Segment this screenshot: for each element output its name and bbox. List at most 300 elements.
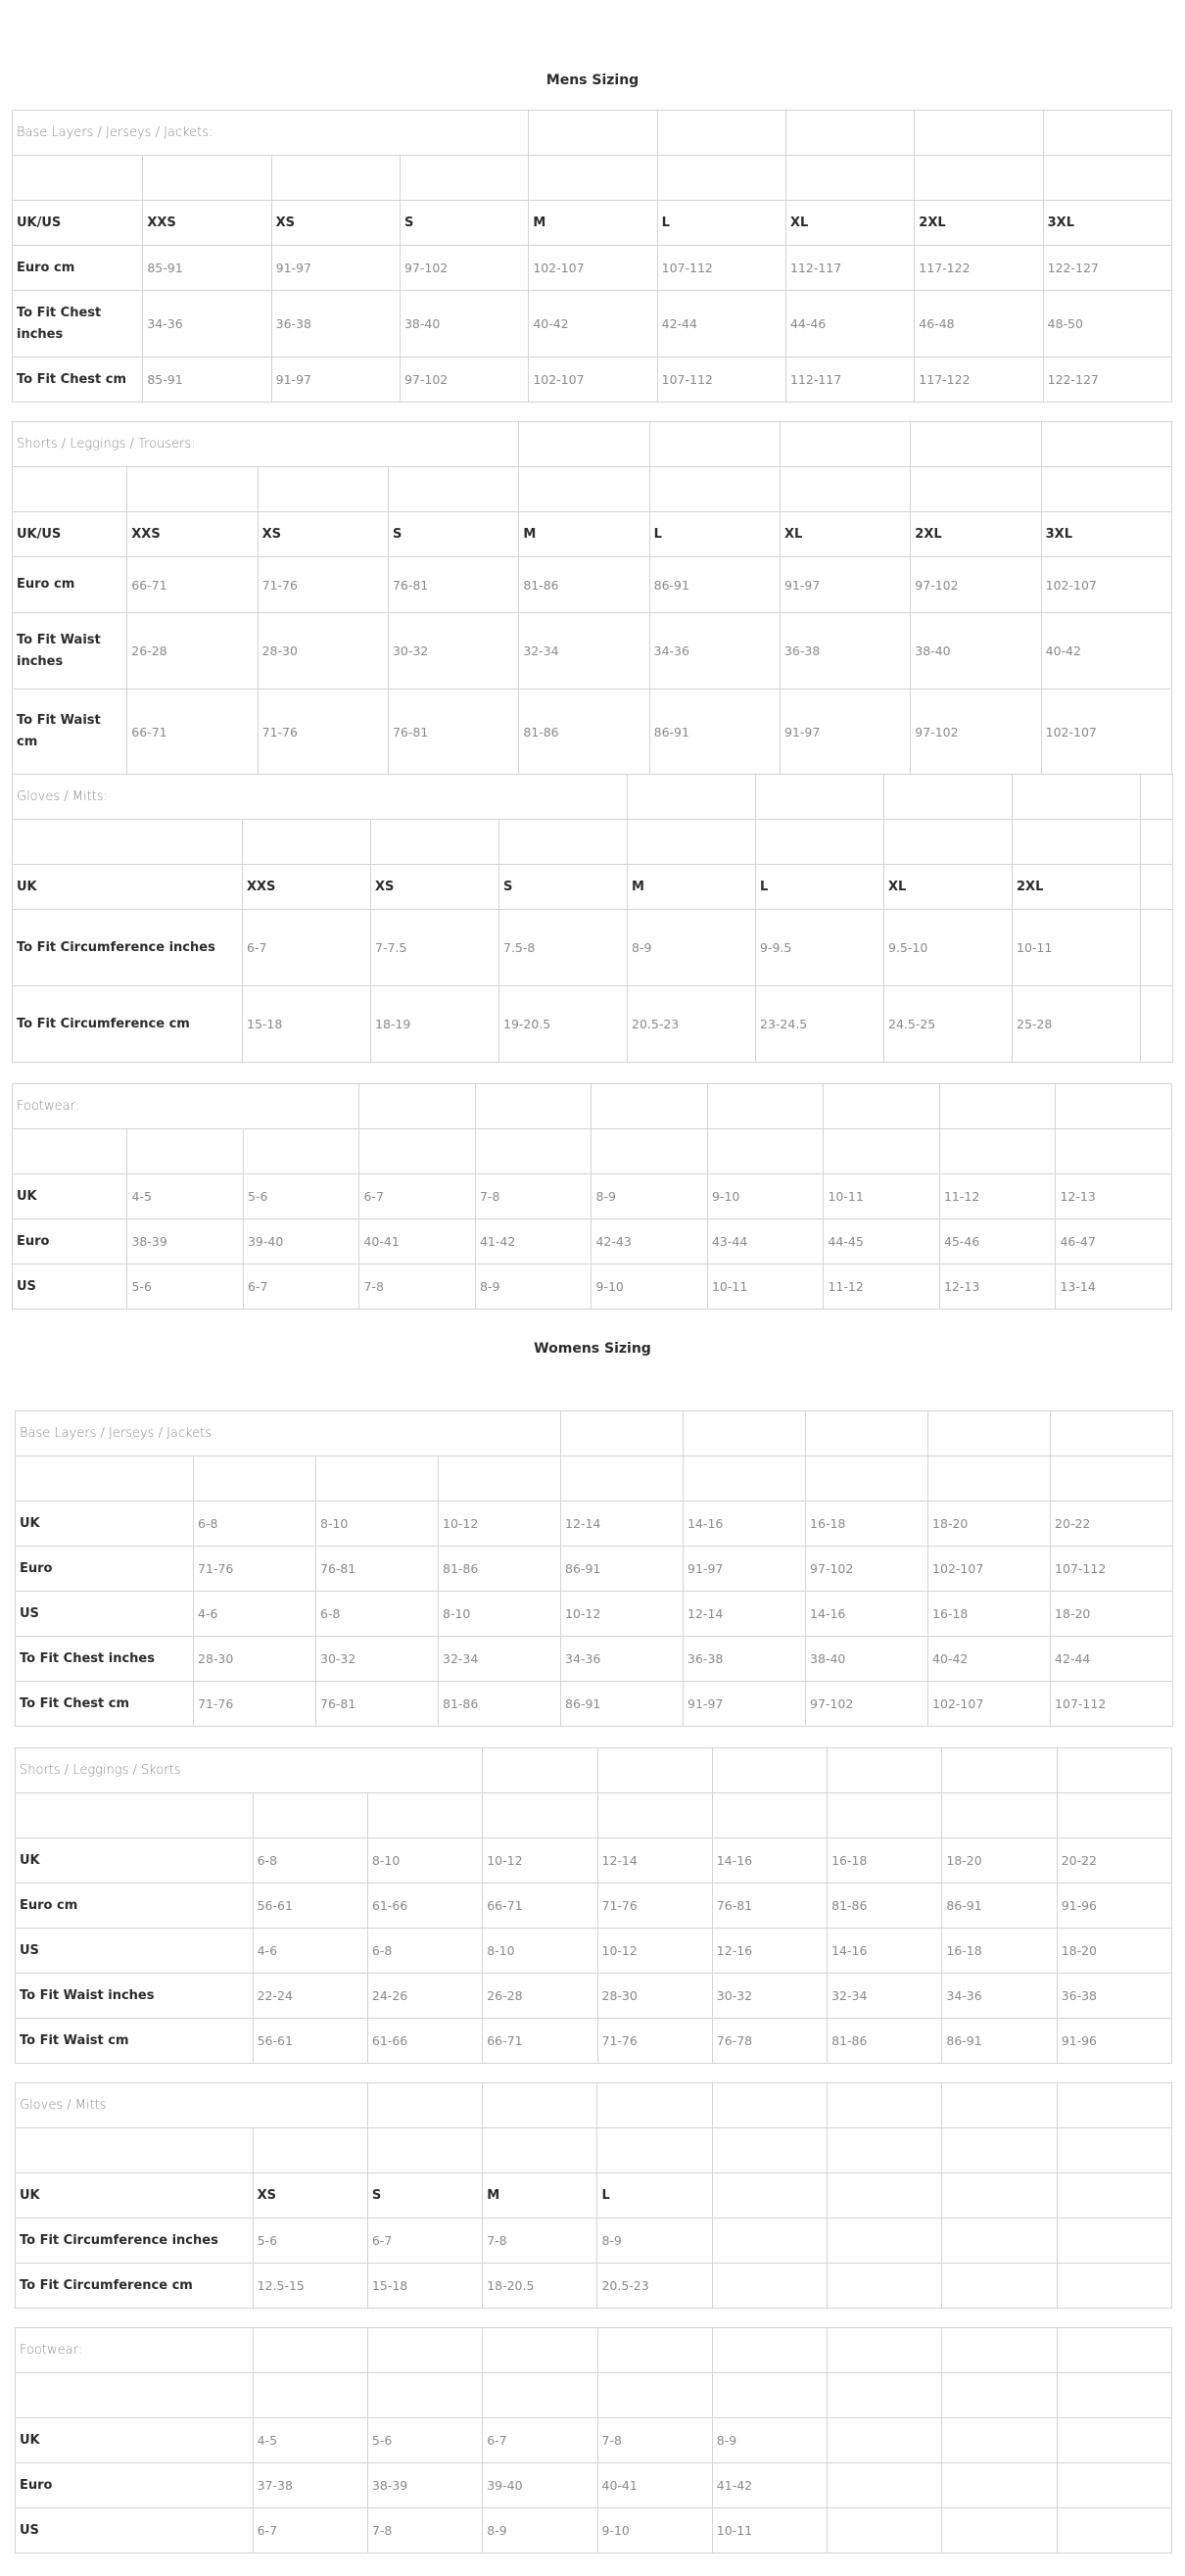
table-cell: 86-91	[942, 2019, 1057, 2064]
table-row	[16, 1682, 1173, 1727]
table-row	[16, 2418, 1172, 2463]
table-cell: 10-11	[1013, 910, 1141, 986]
table-cell: 6-7	[253, 2508, 367, 2553]
table-cell: 40-42	[928, 1637, 1051, 1682]
table-cell: 20.5-23	[628, 986, 756, 1063]
table-cell	[942, 2264, 1057, 2309]
table-cell: 38-40	[400, 291, 528, 358]
table-cell: 107-112	[1051, 1682, 1173, 1727]
table-cell: 26-28	[483, 1974, 597, 2019]
table-cell: 56-61	[253, 1884, 367, 1929]
table-cell: 66-71	[483, 1884, 597, 1929]
table-cell: 81-86	[439, 1682, 561, 1727]
table-cell: 6-7	[483, 2418, 597, 2463]
size-header	[712, 2173, 827, 2218]
table-cell: 7-8	[475, 1174, 592, 1219]
size-header: XL	[884, 865, 1013, 910]
table-cell: 6-8	[194, 1502, 316, 1547]
table-cell: 10-12	[483, 1838, 597, 1884]
table-cell: 37-38	[253, 2463, 367, 2508]
table-cell: 40-42	[1041, 613, 1171, 690]
size-header: XXS	[243, 865, 371, 910]
size-header: L	[649, 512, 780, 557]
table-cell: 9-10	[707, 1174, 824, 1219]
category-heading: Shorts / Leggings / Trousers:	[13, 422, 519, 467]
table-cell: 19-20.5	[499, 986, 628, 1063]
size-header: 2XL	[911, 512, 1041, 557]
table-cell: 86-91	[649, 690, 780, 775]
table-row	[13, 1174, 1172, 1219]
size-header: XL	[780, 512, 910, 557]
table-row	[13, 358, 1172, 403]
table-cell: 18-20.5	[483, 2264, 597, 2309]
size-header: XS	[371, 865, 499, 910]
table-cell: 102-107	[1041, 690, 1171, 775]
table-cell: 122-127	[1043, 358, 1171, 403]
table-cell: 39-40	[243, 1219, 359, 1264]
table-cell: 12-14	[597, 1838, 712, 1884]
mens-footwear-table	[12, 1083, 1172, 1310]
table-cell: 7-8	[359, 1264, 476, 1310]
table-cell: 102-107	[1041, 557, 1171, 613]
table-cell: 5-6	[253, 2218, 367, 2264]
row-label: To Fit Waist cm	[13, 690, 127, 775]
table-row	[16, 2508, 1172, 2553]
table-cell: 18-20	[1057, 1929, 1171, 1974]
table-cell: 20-22	[1057, 1838, 1171, 1884]
table-cell: 66-71	[127, 557, 258, 613]
row-label: To Fit Circumference inches	[16, 2218, 254, 2264]
category-heading: Base Layers / Jerseys / Jackets:	[13, 111, 529, 156]
womens-base-layers-table	[15, 1410, 1173, 1727]
table-cell: 7-7.5	[371, 910, 499, 986]
table-cell: 85-91	[143, 246, 271, 291]
table-cell	[1057, 2463, 1171, 2508]
table-cell: 61-66	[367, 2019, 482, 2064]
table-cell: 32-34	[828, 1974, 942, 2019]
row-label: UK	[13, 865, 243, 910]
table-cell: 24.5-25	[884, 986, 1013, 1063]
table-cell: 6-7	[243, 1264, 359, 1310]
table-cell: 8-9	[712, 2418, 827, 2463]
table-cell: 81-86	[519, 557, 649, 613]
row-label: Euro	[16, 2463, 254, 2508]
table-cell	[828, 2463, 942, 2508]
table-cell: 6-7	[359, 1174, 476, 1219]
table-cell: 42-44	[1051, 1637, 1173, 1682]
table-cell: 16-18	[928, 1592, 1051, 1637]
table-cell: 8-10	[483, 1929, 597, 1974]
table-cell: 91-97	[684, 1682, 806, 1727]
table-cell: 12-14	[684, 1592, 806, 1637]
table-row	[16, 2019, 1172, 2064]
table-cell: 41-42	[475, 1219, 592, 1264]
table-cell: 48-50	[1043, 291, 1171, 358]
table-row	[16, 1884, 1172, 1929]
row-label: US	[16, 2508, 254, 2553]
table-cell: 66-71	[127, 690, 258, 775]
table-cell: 12-16	[712, 1929, 827, 1974]
row-label: UK/US	[13, 512, 127, 557]
table-cell: 107-112	[1051, 1547, 1173, 1592]
table-cell	[1057, 2418, 1171, 2463]
table-cell: 6-7	[367, 2218, 482, 2264]
table-cell: 15-18	[243, 986, 371, 1063]
table-cell: 10-11	[824, 1174, 940, 1219]
row-label: Euro cm	[13, 557, 127, 613]
table-cell: 7-8	[367, 2508, 482, 2553]
table-cell: 97-102	[911, 557, 1041, 613]
table-cell: 34-36	[561, 1637, 684, 1682]
row-label: To Fit Chest cm	[16, 1682, 194, 1727]
size-header: 2XL	[1013, 865, 1141, 910]
table-row	[13, 201, 1172, 246]
table-row	[13, 910, 1173, 986]
size-header: M	[529, 201, 657, 246]
size-header: S	[400, 201, 528, 246]
table-row	[16, 1637, 1173, 1682]
table-cell: 97-102	[400, 358, 528, 403]
size-header: XXS	[127, 512, 258, 557]
category-heading: Gloves / Mitts:	[13, 775, 628, 820]
category-heading: Gloves / Mitts	[16, 2083, 368, 2128]
table-cell: 12-13	[1056, 1174, 1172, 1219]
table-cell: 41-42	[712, 2463, 827, 2508]
size-header	[1057, 2173, 1171, 2218]
category-heading: Shorts / Leggings / Skorts	[16, 1748, 483, 1793]
table-row	[13, 613, 1172, 690]
table-cell: 11-12	[939, 1174, 1056, 1219]
size-header: L	[657, 201, 785, 246]
table-cell: 16-18	[828, 1838, 942, 1884]
table-row	[16, 2218, 1172, 2264]
table-cell: 6-7	[243, 910, 371, 986]
table-cell: 8-9	[597, 2218, 712, 2264]
size-header: XL	[785, 201, 914, 246]
table-cell: 14-16	[828, 1929, 942, 1974]
table-row	[16, 1547, 1173, 1592]
table-cell: 10-12	[439, 1502, 561, 1547]
table-cell: 20.5-23	[597, 2264, 712, 2309]
row-label: To Fit Circumference cm	[13, 986, 243, 1063]
table-cell: 18-20	[928, 1502, 1051, 1547]
table-cell: 10-12	[597, 1929, 712, 1974]
table-cell: 28-30	[597, 1974, 712, 2019]
table-row	[13, 690, 1172, 775]
table-cell: 43-44	[707, 1219, 824, 1264]
table-cell: 42-43	[592, 1219, 708, 1264]
row-label: UK	[16, 2418, 254, 2463]
table-cell	[942, 2463, 1057, 2508]
row-label: UK	[13, 1174, 127, 1219]
table-row	[13, 1264, 1172, 1310]
size-header: 3XL	[1043, 201, 1171, 246]
mens-sizing-title: Mens Sizing	[545, 72, 640, 88]
table-cell: 18-19	[371, 986, 499, 1063]
table-row	[13, 986, 1173, 1063]
table-cell: 102-107	[529, 358, 657, 403]
size-header: XS	[271, 201, 400, 246]
table-cell: 71-76	[597, 1884, 712, 1929]
table-cell: 8-9	[475, 1264, 592, 1310]
row-label: To Fit Chest inches	[16, 1637, 194, 1682]
table-cell: 66-71	[483, 2019, 597, 2064]
table-cell: 97-102	[911, 690, 1041, 775]
table-cell: 8-9	[628, 910, 756, 986]
table-cell: 97-102	[806, 1682, 928, 1727]
table-cell: 107-112	[657, 358, 785, 403]
table-cell: 6-8	[367, 1929, 482, 1974]
table-cell	[1057, 2508, 1171, 2553]
mens-base-layers-table	[12, 110, 1172, 403]
womens-footwear-table	[15, 2327, 1172, 2553]
table-cell: 11-12	[824, 1264, 940, 1310]
table-cell: 44-45	[824, 1219, 940, 1264]
table-cell: 16-18	[806, 1502, 928, 1547]
table-cell: 71-76	[194, 1682, 316, 1727]
row-label: To Fit Waist inches	[13, 613, 127, 690]
table-row	[13, 512, 1172, 557]
table-cell: 76-81	[388, 690, 518, 775]
table-cell: 32-34	[439, 1637, 561, 1682]
table-row	[16, 1838, 1172, 1884]
table-cell: 91-97	[271, 358, 400, 403]
table-cell: 18-20	[942, 1838, 1057, 1884]
table-cell: 8-10	[316, 1502, 439, 1547]
table-cell: 25-28	[1013, 986, 1141, 1063]
table-cell: 14-16	[684, 1502, 806, 1547]
table-cell: 13-14	[1056, 1264, 1172, 1310]
table-cell: 8-10	[439, 1592, 561, 1637]
table-cell: 86-91	[942, 1884, 1057, 1929]
table-cell: 91-97	[780, 690, 910, 775]
table-cell: 117-122	[915, 358, 1043, 403]
table-cell: 38-40	[806, 1637, 928, 1682]
table-cell: 34-36	[942, 1974, 1057, 2019]
table-row	[16, 1592, 1173, 1637]
size-header: M	[483, 2173, 597, 2218]
mens-shorts-table	[12, 421, 1172, 775]
table-cell: 71-76	[194, 1547, 316, 1592]
table-cell: 91-97	[780, 557, 910, 613]
table-cell: 30-32	[316, 1637, 439, 1682]
table-cell: 76-78	[712, 2019, 827, 2064]
table-cell: 23-24.5	[756, 986, 884, 1063]
category-heading: Footwear:	[16, 2328, 254, 2373]
table-cell: 26-28	[127, 613, 258, 690]
table-cell	[1057, 2264, 1171, 2309]
table-cell: 4-6	[194, 1592, 316, 1637]
table-cell: 56-61	[253, 2019, 367, 2064]
table-cell: 76-81	[316, 1682, 439, 1727]
table-cell: 14-16	[712, 1838, 827, 1884]
table-cell: 39-40	[483, 2463, 597, 2508]
size-header	[1141, 865, 1173, 910]
table-cell: 6-8	[316, 1592, 439, 1637]
row-label: UK	[16, 2173, 254, 2218]
table-cell: 42-44	[657, 291, 785, 358]
table-cell: 8-9	[483, 2508, 597, 2553]
table-cell: 85-91	[143, 358, 271, 403]
table-cell: 34-36	[649, 613, 780, 690]
table-cell: 81-86	[828, 1884, 942, 1929]
table-cell: 71-76	[258, 557, 388, 613]
table-cell	[712, 2218, 827, 2264]
table-cell	[828, 2418, 942, 2463]
row-label: UK	[16, 1502, 194, 1547]
table-cell: 107-112	[657, 246, 785, 291]
table-row	[13, 291, 1172, 358]
row-label: Euro cm	[16, 1884, 254, 1929]
table-cell: 5-6	[127, 1264, 244, 1310]
table-cell: 20-22	[1051, 1502, 1173, 1547]
table-cell: 4-5	[127, 1174, 244, 1219]
mens-gloves-table	[12, 774, 1173, 1063]
table-cell	[1141, 910, 1173, 986]
size-header: S	[388, 512, 518, 557]
table-row	[13, 1219, 1172, 1264]
size-header	[942, 2173, 1057, 2218]
size-header: 3XL	[1041, 512, 1171, 557]
table-cell: 91-96	[1057, 1884, 1171, 1929]
table-cell: 4-6	[253, 1929, 367, 1974]
size-header: S	[367, 2173, 482, 2218]
table-cell: 81-86	[519, 690, 649, 775]
table-cell: 97-102	[806, 1547, 928, 1592]
table-cell: 38-39	[367, 2463, 482, 2508]
table-cell: 12-13	[939, 1264, 1056, 1310]
size-header: XXS	[143, 201, 271, 246]
table-cell	[1141, 986, 1173, 1063]
table-cell: 112-117	[785, 246, 914, 291]
table-cell: 76-81	[712, 1884, 827, 1929]
row-label: US	[16, 1929, 254, 1974]
table-cell	[942, 2218, 1057, 2264]
table-cell: 86-91	[561, 1547, 684, 1592]
table-cell: 46-48	[915, 291, 1043, 358]
table-cell: 86-91	[561, 1682, 684, 1727]
table-row	[16, 2264, 1172, 2309]
table-cell: 86-91	[649, 557, 780, 613]
table-cell: 7-8	[597, 2418, 712, 2463]
table-cell: 7.5-8	[499, 910, 628, 986]
table-row	[16, 1929, 1172, 1974]
table-cell: 10-11	[707, 1264, 824, 1310]
row-label: Euro	[13, 1219, 127, 1264]
table-cell: 81-86	[439, 1547, 561, 1592]
table-cell: 16-18	[942, 1929, 1057, 1974]
table-cell: 8-9	[592, 1174, 708, 1219]
table-cell: 40-41	[359, 1219, 476, 1264]
table-cell	[1057, 2218, 1171, 2264]
row-label: To Fit Waist cm	[16, 2019, 254, 2064]
table-cell: 38-39	[127, 1219, 244, 1264]
table-cell	[828, 2264, 942, 2309]
category-heading: Footwear:	[13, 1084, 359, 1129]
table-cell: 102-107	[928, 1682, 1051, 1727]
table-cell: 5-6	[367, 2418, 482, 2463]
table-cell: 8-10	[367, 1838, 482, 1884]
table-cell	[712, 2264, 827, 2309]
table-cell: 12-14	[561, 1502, 684, 1547]
womens-shorts-table	[15, 1747, 1172, 2064]
table-cell: 91-97	[684, 1547, 806, 1592]
size-header	[828, 2173, 942, 2218]
size-header: S	[499, 865, 628, 910]
table-cell: 46-47	[1056, 1219, 1172, 1264]
table-row	[13, 557, 1172, 613]
table-cell: 5-6	[243, 1174, 359, 1219]
table-cell: 45-46	[939, 1219, 1056, 1264]
table-cell: 102-107	[529, 246, 657, 291]
table-cell	[828, 2508, 942, 2553]
table-cell: 30-32	[712, 1974, 827, 2019]
row-label: To Fit Circumference cm	[16, 2264, 254, 2309]
table-cell: 91-97	[271, 246, 400, 291]
table-cell	[942, 2418, 1057, 2463]
row-label: To Fit Chest inches	[13, 291, 143, 358]
table-cell: 40-41	[597, 2463, 712, 2508]
table-cell: 14-16	[806, 1592, 928, 1637]
table-cell: 12.5-15	[253, 2264, 367, 2309]
table-cell: 18-20	[1051, 1592, 1173, 1637]
table-cell: 71-76	[597, 2019, 712, 2064]
row-label: To Fit Waist inches	[16, 1974, 254, 2019]
size-header: 2XL	[915, 201, 1043, 246]
table-cell: 44-46	[785, 291, 914, 358]
table-cell: 40-42	[529, 291, 657, 358]
table-row	[13, 246, 1172, 291]
table-cell: 34-36	[143, 291, 271, 358]
table-cell: 36-38	[684, 1637, 806, 1682]
table-cell: 32-34	[519, 613, 649, 690]
table-cell: 7-8	[483, 2218, 597, 2264]
table-cell: 6-8	[253, 1838, 367, 1884]
table-cell: 4-5	[253, 2418, 367, 2463]
size-header: XS	[253, 2173, 367, 2218]
table-cell: 10-12	[561, 1592, 684, 1637]
table-cell: 76-81	[388, 557, 518, 613]
table-cell: 9.5-10	[884, 910, 1013, 986]
table-cell: 112-117	[785, 358, 914, 403]
table-cell: 61-66	[367, 1884, 482, 1929]
row-label: UK	[16, 1838, 254, 1884]
table-cell: 9-9.5	[756, 910, 884, 986]
row-label: Euro cm	[13, 246, 143, 291]
table-cell: 28-30	[194, 1637, 316, 1682]
table-cell: 38-40	[911, 613, 1041, 690]
table-cell: 9-10	[597, 2508, 712, 2553]
table-cell: 10-11	[712, 2508, 827, 2553]
size-header: M	[628, 865, 756, 910]
row-label: UK/US	[13, 201, 143, 246]
row-label: US	[13, 1264, 127, 1310]
table-cell: 71-76	[258, 690, 388, 775]
table-cell: 122-127	[1043, 246, 1171, 291]
size-header: M	[519, 512, 649, 557]
table-cell: 76-81	[316, 1547, 439, 1592]
table-cell: 28-30	[258, 613, 388, 690]
table-cell: 15-18	[367, 2264, 482, 2309]
table-cell: 117-122	[915, 246, 1043, 291]
row-label: To Fit Circumference inches	[13, 910, 243, 986]
size-header: XS	[258, 512, 388, 557]
table-row	[16, 1974, 1172, 2019]
table-row	[16, 1502, 1173, 1547]
table-cell: 97-102	[400, 246, 528, 291]
table-cell: 36-38	[1057, 1974, 1171, 2019]
table-cell: 81-86	[828, 2019, 942, 2064]
